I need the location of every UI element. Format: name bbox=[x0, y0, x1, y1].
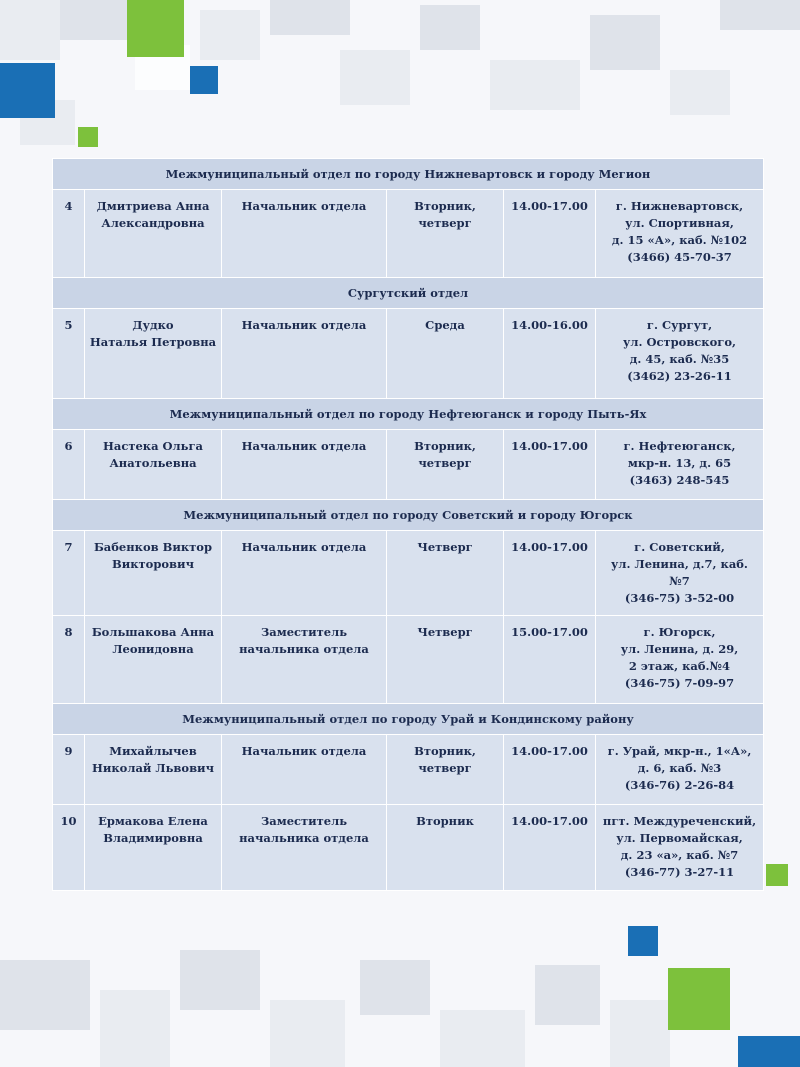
section-title: Межмуниципальный отдел по городу Урай и Кондинскому району bbox=[53, 704, 764, 735]
section-title: Межмуниципальный отдел по городу Нефтеюганск и городу Пыть-Ях bbox=[53, 399, 764, 430]
reception-days bbox=[387, 805, 504, 891]
employee-name-line: Леонидовна bbox=[112, 642, 194, 656]
employee-name-line: Ермакова Елена bbox=[98, 814, 208, 828]
office-address-line: ул. Островского, bbox=[622, 335, 737, 349]
employee-name-line: Настека Ольга bbox=[103, 439, 203, 453]
employee-position bbox=[222, 190, 387, 278]
employee-position bbox=[222, 309, 387, 399]
green-square-small bbox=[78, 127, 98, 147]
reception-days-line: Четверг bbox=[417, 625, 473, 639]
office-address bbox=[596, 735, 764, 805]
reception-days bbox=[387, 430, 504, 500]
reception-days-line: Четверг bbox=[417, 540, 473, 554]
reception-days-line: Среда bbox=[425, 318, 465, 332]
office-address-line: ул. Ленина, д. 29, bbox=[620, 642, 739, 656]
row-number: 4 bbox=[53, 190, 85, 278]
reception-time: 14.00-17.00 bbox=[504, 190, 596, 278]
employee-name-line: Бабенков Виктор bbox=[93, 540, 213, 554]
table-row bbox=[53, 531, 764, 616]
employee-name-line: Дмитриева Анна bbox=[96, 199, 210, 213]
office-address-line: г. Урай, мкр-н., 1«А», bbox=[607, 744, 752, 758]
blue-square-top-small bbox=[190, 66, 218, 94]
employee-name-line: Викторович bbox=[112, 557, 194, 571]
office-address-line: (3466) 45-70-37 bbox=[627, 250, 732, 264]
employee-name bbox=[85, 805, 222, 891]
office-address bbox=[596, 309, 764, 399]
reception-days-line: четверг bbox=[418, 456, 472, 470]
employee-name-line: Большакова Анна bbox=[91, 625, 215, 639]
employee-position-line: начальника отдела bbox=[239, 831, 369, 845]
office-address-line: ул. Первомайская, bbox=[616, 831, 743, 845]
office-address-line: г. Нижневартовск, bbox=[615, 199, 744, 213]
employee-position bbox=[222, 531, 387, 616]
office-address-line: д. 45, каб. №35 bbox=[629, 352, 730, 366]
reception-days-line: Вторник, bbox=[414, 439, 476, 453]
section-title: Межмуниципальный отдел по городу Нижневартовск и городу Мегион bbox=[53, 159, 764, 190]
employee-name-line: Дудко bbox=[132, 318, 174, 332]
reception-time: 14.00-17.00 bbox=[504, 531, 596, 616]
employee-name-line: Николай Львович bbox=[91, 761, 215, 775]
office-address-line: д. 23 «а», каб. №7 bbox=[620, 848, 739, 862]
employee-position bbox=[222, 616, 387, 704]
office-address-line: ул. Спортивная, bbox=[625, 216, 734, 230]
reception-time: 14.00-16.00 bbox=[504, 309, 596, 399]
section-header bbox=[53, 159, 764, 190]
employee-position-line: Начальник отдела bbox=[241, 540, 367, 554]
green-square-top bbox=[127, 0, 184, 57]
office-address-line: д. 6, каб. №3 bbox=[637, 761, 722, 775]
schedule-table-wrapper bbox=[52, 158, 763, 891]
employee-name bbox=[85, 190, 222, 278]
table-row bbox=[53, 190, 764, 278]
table-row bbox=[53, 309, 764, 399]
office-address bbox=[596, 430, 764, 500]
employee-name bbox=[85, 531, 222, 616]
section-title: Сургутский отдел bbox=[53, 278, 764, 309]
office-address-line: ул. Ленина, д.7, каб. №7 bbox=[611, 557, 748, 588]
employee-position-line: Начальник отдела bbox=[241, 439, 367, 453]
office-address-line: г. Сургут, bbox=[646, 318, 713, 332]
row-number: 9 bbox=[53, 735, 85, 805]
reception-days bbox=[387, 735, 504, 805]
row-number: 7 bbox=[53, 531, 85, 616]
reception-time: 15.00-17.00 bbox=[504, 616, 596, 704]
reception-days-line: Вторник, bbox=[414, 744, 476, 758]
office-address bbox=[596, 616, 764, 704]
reception-days bbox=[387, 616, 504, 704]
reception-days-line: четверг bbox=[418, 761, 472, 775]
employee-name-line: Александровна bbox=[101, 216, 205, 230]
employee-position-line: Заместитель bbox=[260, 625, 348, 639]
row-number: 10 bbox=[53, 805, 85, 891]
employee-position-line: Заместитель bbox=[260, 814, 348, 828]
row-number: 5 bbox=[53, 309, 85, 399]
table-row bbox=[53, 735, 764, 805]
reception-days bbox=[387, 531, 504, 616]
office-address-line: (346-75) 7-09-97 bbox=[624, 676, 735, 690]
section-header bbox=[53, 399, 764, 430]
reception-time: 14.00-17.00 bbox=[504, 430, 596, 500]
blue-square-bottom-right bbox=[738, 1036, 800, 1067]
employee-position bbox=[222, 805, 387, 891]
employee-position-line: Начальник отдела bbox=[241, 199, 367, 213]
section-header bbox=[53, 704, 764, 735]
employee-name-line: Наталья Петровна bbox=[89, 335, 217, 349]
row-number: 6 bbox=[53, 430, 85, 500]
reception-time: 14.00-17.00 bbox=[504, 735, 596, 805]
employee-position-line: Начальник отдела bbox=[241, 318, 367, 332]
section-header bbox=[53, 278, 764, 309]
office-address bbox=[596, 805, 764, 891]
office-address-line: (346-75) 3-52-00 bbox=[624, 591, 735, 605]
reception-days bbox=[387, 309, 504, 399]
employee-name-line: Владимировна bbox=[103, 831, 203, 845]
employee-position-line: начальника отдела bbox=[239, 642, 369, 656]
table-row bbox=[53, 616, 764, 704]
section-title: Межмуниципальный отдел по городу Советский и городу Югорск bbox=[53, 500, 764, 531]
office-address-line: (3462) 23-26-11 bbox=[627, 369, 732, 383]
row-number: 8 bbox=[53, 616, 85, 704]
blue-square-top-left bbox=[0, 63, 55, 118]
office-address-line: пгт. Междуреченский, bbox=[602, 814, 757, 828]
reception-days bbox=[387, 190, 504, 278]
office-address bbox=[596, 190, 764, 278]
office-address-line: (3463) 248-545 bbox=[629, 473, 730, 487]
reception-days-line: четверг bbox=[418, 216, 472, 230]
office-address-line: г. Югорск, bbox=[643, 625, 716, 639]
office-address-line: д. 15 «А», каб. №102 bbox=[611, 233, 748, 247]
blue-square-bottom bbox=[628, 926, 658, 956]
section-header bbox=[53, 500, 764, 531]
green-square-bottom-right bbox=[668, 968, 730, 1030]
office-address-line: г. Советский, bbox=[634, 540, 725, 554]
office-address bbox=[596, 531, 764, 616]
office-address-line: г. Нефтеюганск, bbox=[623, 439, 736, 453]
employee-name-line: Анатольевна bbox=[109, 456, 197, 470]
office-address-line: (346-76) 2-26-84 bbox=[624, 778, 735, 792]
reception-schedule-table bbox=[52, 158, 764, 891]
employee-name bbox=[85, 309, 222, 399]
green-square-right bbox=[766, 864, 788, 886]
employee-position bbox=[222, 735, 387, 805]
employee-name bbox=[85, 616, 222, 704]
employee-name-line: Михайлычев bbox=[109, 744, 197, 758]
employee-name bbox=[85, 430, 222, 500]
office-address-line: (346-77) 3-27-11 bbox=[624, 865, 735, 879]
reception-time: 14.00-17.00 bbox=[504, 805, 596, 891]
employee-position-line: Начальник отдела bbox=[241, 744, 367, 758]
office-address-line: 2 этаж, каб.№4 bbox=[628, 659, 731, 673]
reception-days-line: Вторник, bbox=[414, 199, 476, 213]
reception-days-line: Вторник bbox=[416, 814, 474, 828]
table-row bbox=[53, 805, 764, 891]
employee-name bbox=[85, 735, 222, 805]
employee-position bbox=[222, 430, 387, 500]
office-address-line: мкр-н. 13, д. 65 bbox=[627, 456, 732, 470]
table-row bbox=[53, 430, 764, 500]
